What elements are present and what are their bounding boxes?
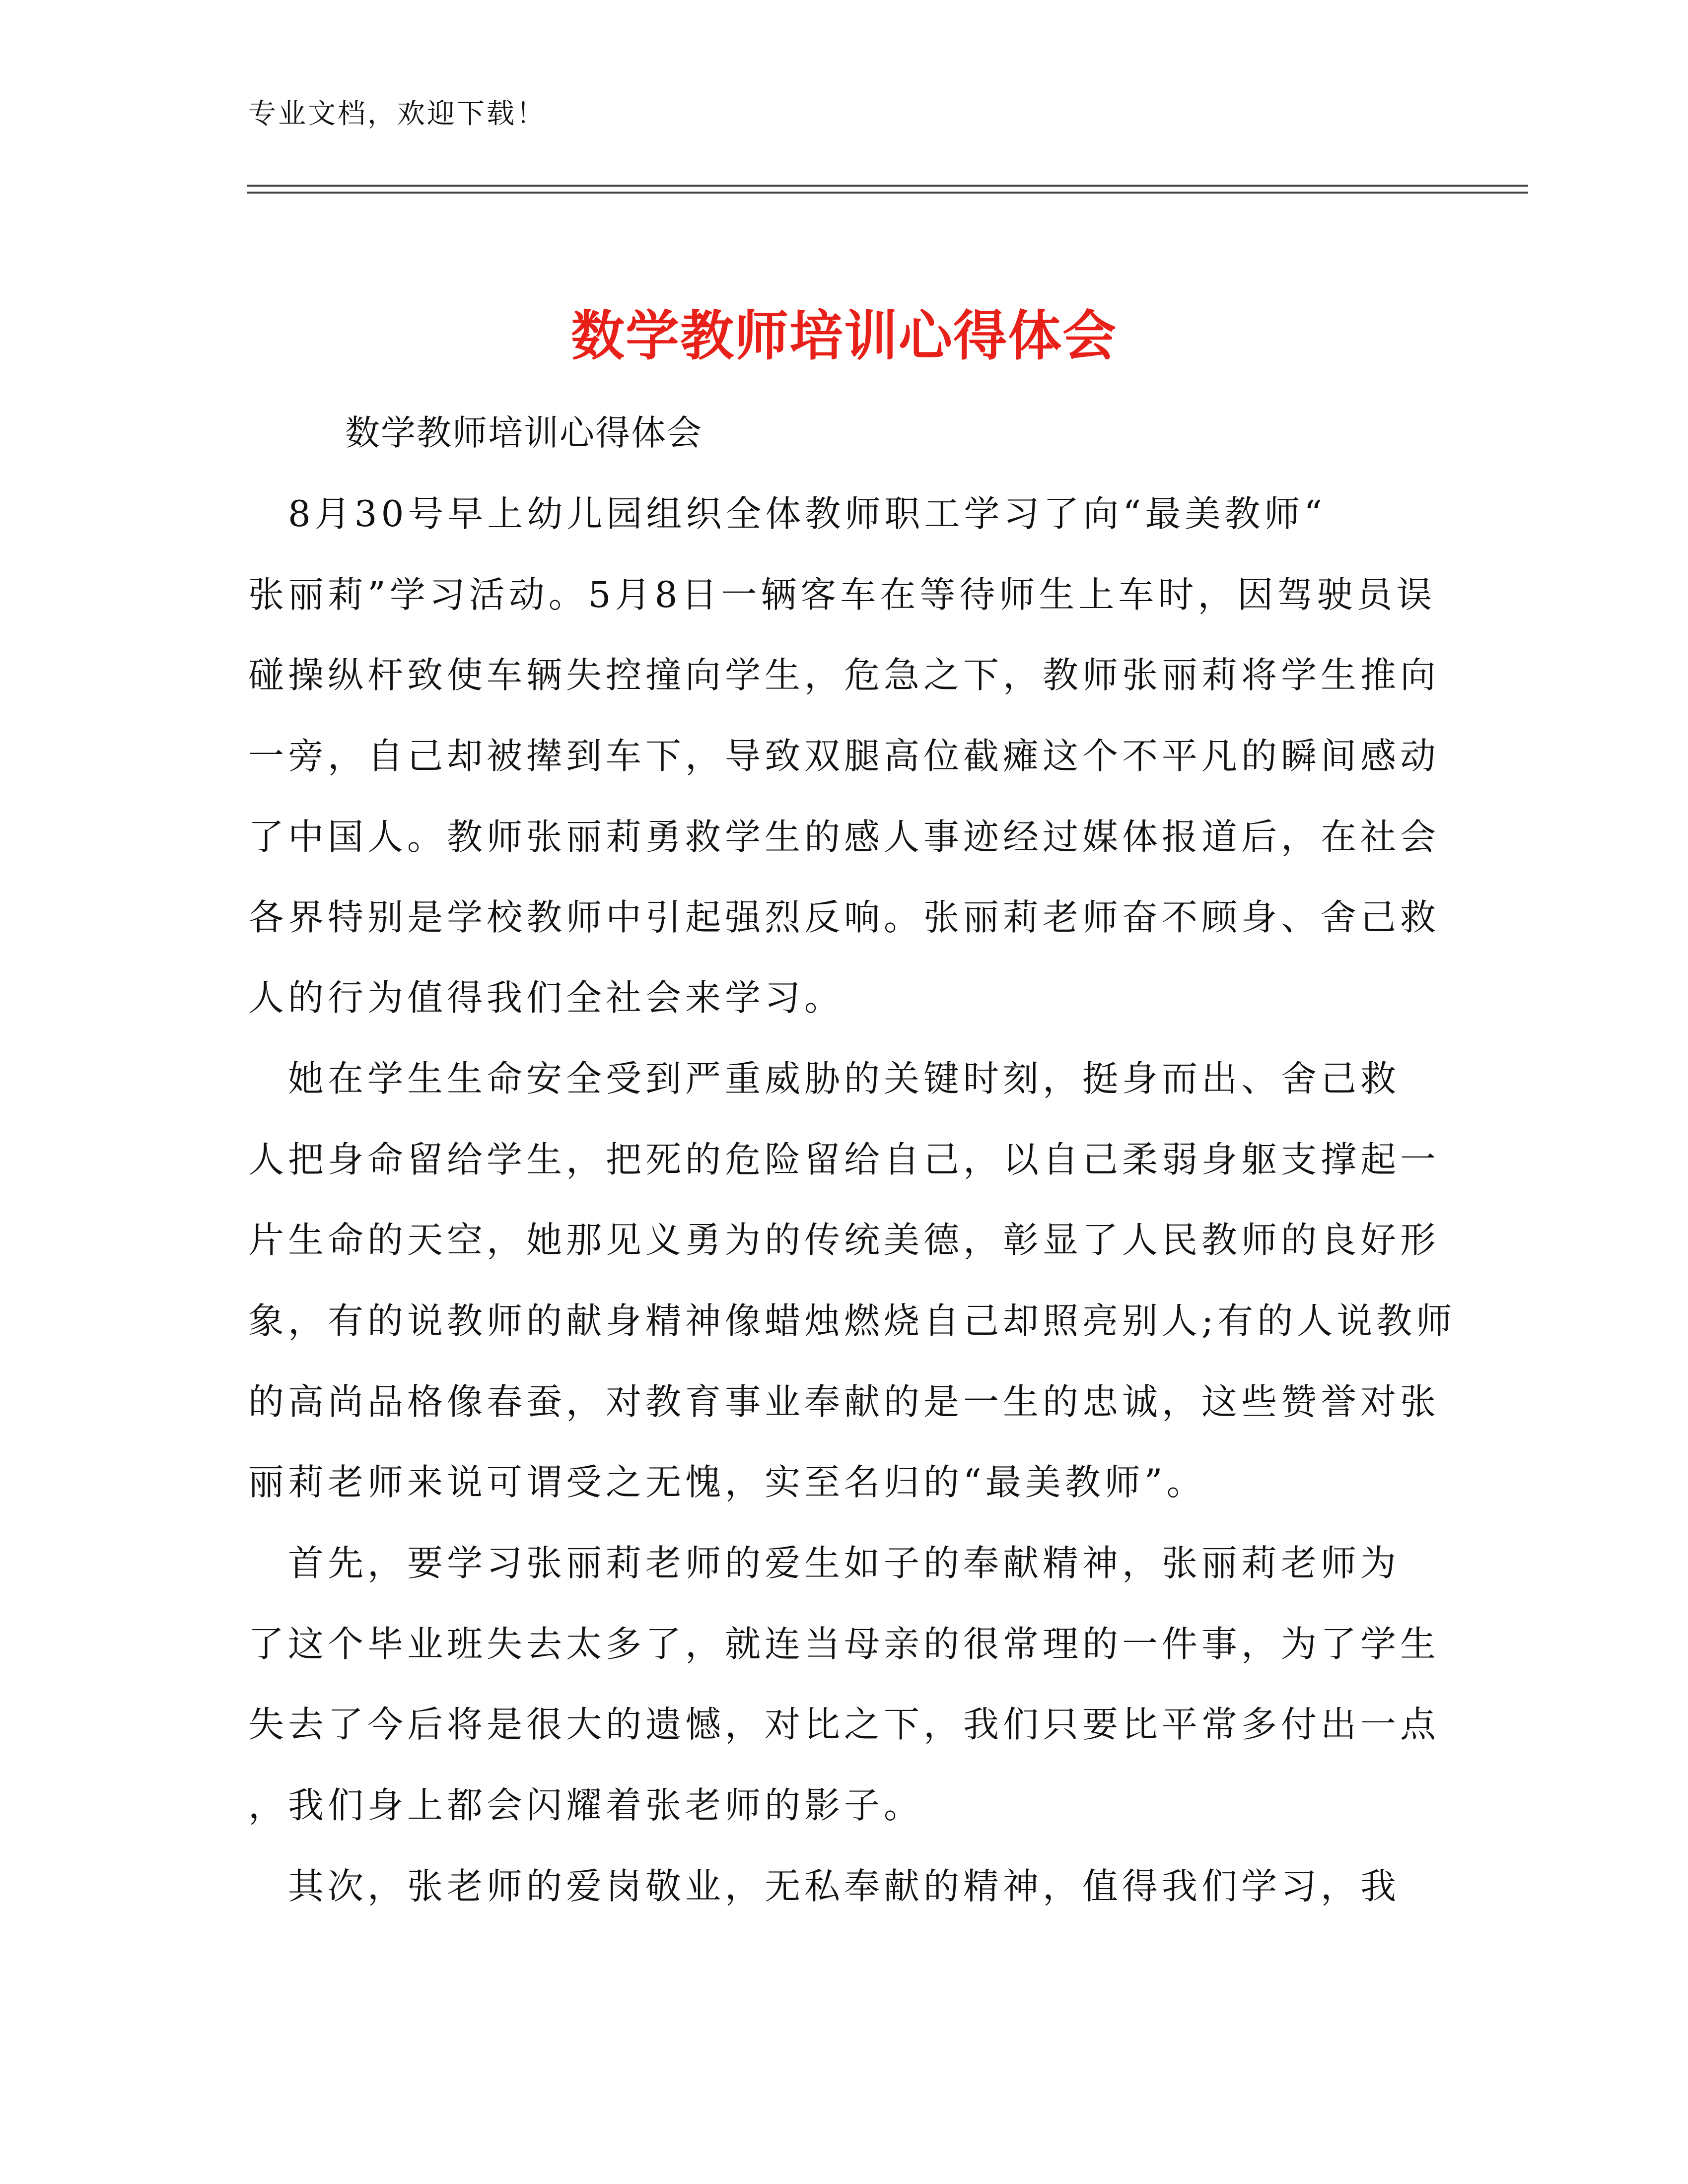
body-line: 了中国人。教师张丽莉勇救学生的感人事迹经过媒体报道后，在社会 (248, 816, 1440, 858)
document-title: 数学教师培训心得体会 (570, 305, 1117, 367)
body-line: ，我们身上都会闪耀着张老师的影子。 (248, 1784, 924, 1826)
body-line: 其次，张老师的爱岗敬业，无私奉献的精神，值得我们学习，我 (248, 1865, 1401, 1907)
body-line: 丽莉老师来说可谓受之无愧，实至名归的“最美教师”。 (248, 1461, 1206, 1503)
body-line: 的高尚品格像春蚕，对教育事业奉献的是一生的忠诚，这些赞誉对张 (248, 1381, 1440, 1423)
body-line: 张丽莉”学习活动。5月8日一辆客车在等待师生上车时，因驾驶员误 (248, 574, 1436, 615)
body-line: 象，有的说教师的献身精神像蜡烛燃烧自己却照亮别人;有的人说教师 (248, 1300, 1456, 1342)
body-line: 一旁，自己却被撵到车下，导致双腿高位截瘫这个不平凡的瞬间感动 (248, 735, 1440, 777)
header-divider-second (247, 192, 1528, 194)
body-line: 人把身命留给学生，把死的危险留给自己，以自己柔弱身躯支撑起一 (248, 1139, 1440, 1180)
header-note: 专业文档，欢迎下载！ (248, 98, 546, 130)
header-divider (247, 185, 1528, 187)
body-line: 人的行为值得我们全社会来学习。 (248, 977, 844, 1019)
body-line: 片生命的天空，她那见义勇为的传统美德，彰显了人民教师的良好形 (248, 1219, 1440, 1261)
body-line: 首先，要学习张丽莉老师的爱生如子的奉献精神，张丽莉老师为 (248, 1542, 1401, 1584)
body-line: 她在学生生命安全受到严重威胁的关键时刻，挺身而出、舍己救 (248, 1058, 1401, 1099)
body-line: 碰操纵杆致使车辆失控撞向学生，危急之下，教师张丽莉将学生推向 (248, 654, 1440, 696)
body-line: 8月30号早上幼儿园组织全体教师职工学习了向“最美教师“ (248, 493, 1327, 535)
body-line: 各界特别是学校教师中引起强烈反响。张丽莉老师奋不顾身、舍己救 (248, 896, 1440, 938)
body-line: 失去了今后将是很大的遗憾，对比之下，我们只要比平常多付出一点 (248, 1704, 1440, 1745)
body-line: 了这个毕业班失去太多了，就连当母亲的很常理的一件事，为了学生 (248, 1623, 1440, 1665)
document-subtitle: 数学教师培训心得体会 (345, 412, 703, 453)
